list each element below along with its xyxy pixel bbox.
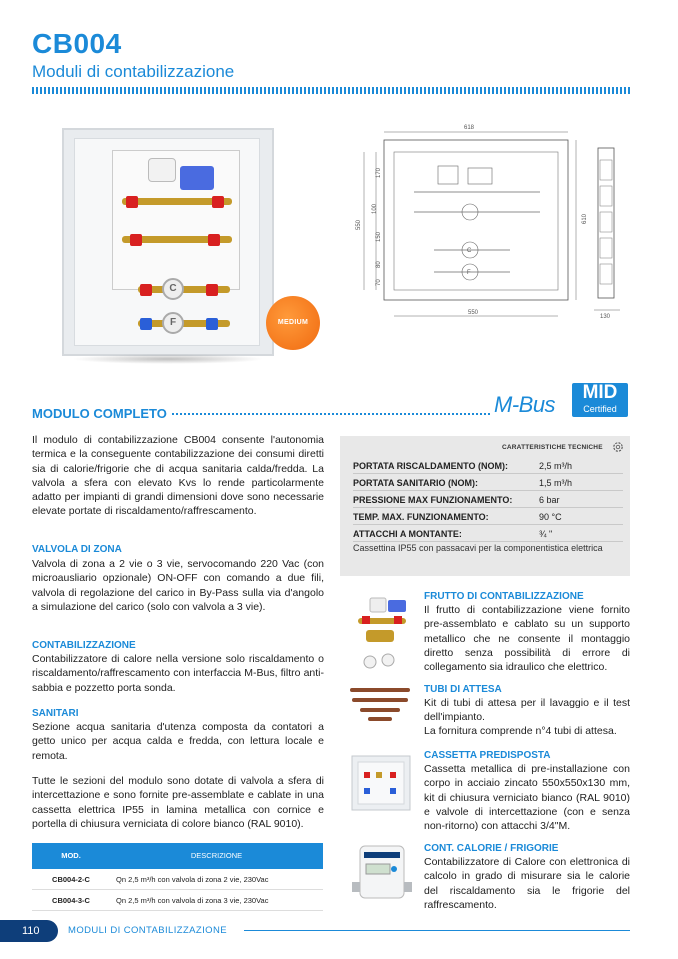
product-photo <box>62 128 274 366</box>
item-paragraph: Contabilizzatore di Calore con elettronica di calcolo in grado di misurare sia le calorie del riscaldamento sia le frigorie del raffrescamento. <box>424 856 630 911</box>
table-header <box>32 843 323 869</box>
table-cell-desc: Qn 2,5 m³/h con valvola di zona 2 vie, 230Vac <box>116 875 269 884</box>
specs-title: CARATTERISTICHE TECNICHE <box>502 444 603 451</box>
models-table <box>32 843 323 911</box>
table-cell-mod: CB004-2-C <box>52 875 90 884</box>
spec-value: 2,5 m³/h <box>539 461 573 471</box>
spec-row <box>353 492 623 508</box>
item-paragraph: Cassetta metallica di pre-installazione con corpo in acciaio zincato 550x550x130 mm, kit di chiusura verniciato bianco (RAL 9010) e valvole di intercettazione (con e senza non-ritorno) con attacchi 3/4"M. <box>424 763 630 833</box>
dim-150: 150 <box>376 231 382 242</box>
mid-logo-text: MID <box>582 382 618 403</box>
spec-row <box>353 458 623 474</box>
technical-drawing-front <box>350 120 590 325</box>
hot-water-meter: C <box>162 278 184 300</box>
gear-icon <box>611 440 625 454</box>
spec-row <box>353 475 623 491</box>
cold-water-meter: F <box>162 312 184 334</box>
page-subtitle: Moduli di contabilizzazione <box>32 62 235 81</box>
table-header-descrizione: DESCRIZIONE <box>190 851 243 860</box>
specs-box <box>340 436 630 576</box>
valvola-paragraph: Valvola di zona a 2 vie o 3 vie, servocomando 220 Vac (con microausliario opzionale) ON-OFF con comando a due fili, valvola di regolazione del carico in By-Pass sulla via d'angolo a simulazione del carico (solo con valvola a 3 vie). <box>32 558 324 613</box>
technical-drawing-side <box>592 140 622 320</box>
drawing-meter-f: F <box>467 270 471 276</box>
item-paragraph: Kit di tubi di attesa per il lavaggio e il test dell'impianto. <box>424 697 630 724</box>
closing-paragraph: Tutte le sezioni del modulo sono dotate di valvola a sfera di intercettazione e sono fornite pre-assemblate e cablate in una cassetta elettrica IP55 in lamina metallica con cornice e portella di chiusura verniciata di colore bianco (RAL 9010). <box>32 775 324 830</box>
mbus-logo: M-Bus <box>494 392 556 417</box>
footer-rule <box>244 930 630 931</box>
product-code: CB004 <box>32 28 122 59</box>
spec-value: 1,5 m³/h <box>539 478 573 488</box>
header-dotted-rule <box>32 87 630 94</box>
spec-value: 90 °C <box>539 512 562 522</box>
footer-section-name: MODULI DI CONTABILIZZAZIONE <box>68 925 227 936</box>
sanitari-heading: SANITARI <box>32 708 79 719</box>
item-heading: FRUTTO DI CONTABILIZZAZIONE <box>424 591 584 602</box>
cassetta-thumbnail <box>348 754 414 814</box>
dim-100: 100 <box>372 203 378 214</box>
page-number: 110 <box>0 920 58 942</box>
dim-170: 170 <box>376 167 382 178</box>
table-row <box>32 869 323 890</box>
intro-paragraph: Il modulo di contabilizzazione CB004 consente l'autonomia termica e la conseguente contabilizzazione dei consumi diretti sia di calorie/frigorie che di acqua sanitaria calda/fredda. La valvola a sfera con elevato Kvs lo rende particolarmente adatto per impianti di grandi dimensioni dove sono necessarie elevate portate di riscaldamento/raffrescamento. <box>32 434 324 518</box>
dim-618: 618 <box>464 125 475 131</box>
dim-550-left: 550 <box>356 219 362 230</box>
spec-label: PORTATA SANITARIO (NOM): <box>353 478 478 488</box>
sanitari-paragraph: Sezione acqua sanitaria d'utenza composta da contatori a getto unico per acqua calda e fredda, con lettura locale e remota. <box>32 721 324 762</box>
spec-label: PORTATA RISCALDAMENTO (NOM): <box>353 461 508 471</box>
contabilizzazione-paragraph: Contabilizzatore di calore nella versione solo riscaldamento o riscaldamento/raffrescamento con interfaccia M-Bus, filtro anti-sabbia e pozzetto porta sonda. <box>32 653 324 694</box>
spec-note: Cassettina IP55 con passacavi per la componentistica elettrica <box>353 543 603 553</box>
mid-certified-text: Certified <box>583 404 617 414</box>
item-heading: CONT. CALORIE / FRIGORIE <box>424 843 559 854</box>
tubi-thumbnail <box>348 684 414 724</box>
actuator-white <box>148 158 176 182</box>
drawing-meter-c: C <box>467 248 472 254</box>
table-cell-desc: Qn 2,5 m³/h con valvola di zona 3 vie, 230Vac <box>116 896 269 905</box>
medium-badge: MEDIUM <box>266 296 320 350</box>
table-row <box>32 890 323 911</box>
section-dotted-rule <box>172 413 490 415</box>
contabilizzazione-heading: CONTABILIZZAZIONE <box>32 640 136 651</box>
item-heading: TUBI DI ATTESA <box>424 684 502 695</box>
frutto-thumbnail <box>348 592 414 678</box>
spec-value: ¾ " <box>539 529 553 539</box>
table-cell-mod: CB004-3-C <box>52 896 90 905</box>
table-header-mod: MOD. <box>61 851 81 860</box>
spec-row <box>353 526 623 542</box>
section-title: MODULO COMPLETO <box>32 406 167 421</box>
mid-certified-logo <box>572 383 628 417</box>
contatore-thumbnail <box>348 842 414 906</box>
spec-label: ATTACCHI A MONTANTE: <box>353 529 462 539</box>
item-paragraph: La fornitura comprende n°4 tubi di attesa. <box>424 725 617 737</box>
dim-550-bottom: 550 <box>468 310 479 316</box>
spec-row <box>353 509 623 525</box>
dim-80: 80 <box>376 261 382 268</box>
dim-70: 70 <box>376 279 382 286</box>
spec-label: PRESSIONE MAX FUNZIONAMENTO: <box>353 495 513 505</box>
item-paragraph: Il frutto di contabilizzazione viene fornito pre-assemblato e cablato su un supporto metallico che ne consente il montaggio diretto senza possibilità di errore di collegamento sia idraulico che elettrico. <box>424 604 630 674</box>
spec-label: TEMP. MAX. FUNZIONAMENTO: <box>353 512 489 522</box>
dim-610: 610 <box>582 213 588 224</box>
actuator-blue <box>180 166 214 190</box>
dim-130: 130 <box>600 314 611 320</box>
mounting-panel <box>112 150 240 290</box>
spec-value: 6 bar <box>539 495 560 505</box>
valvola-heading: VALVOLA DI ZONA <box>32 544 122 555</box>
item-heading: CASSETTA PREDISPOSTA <box>424 750 551 761</box>
